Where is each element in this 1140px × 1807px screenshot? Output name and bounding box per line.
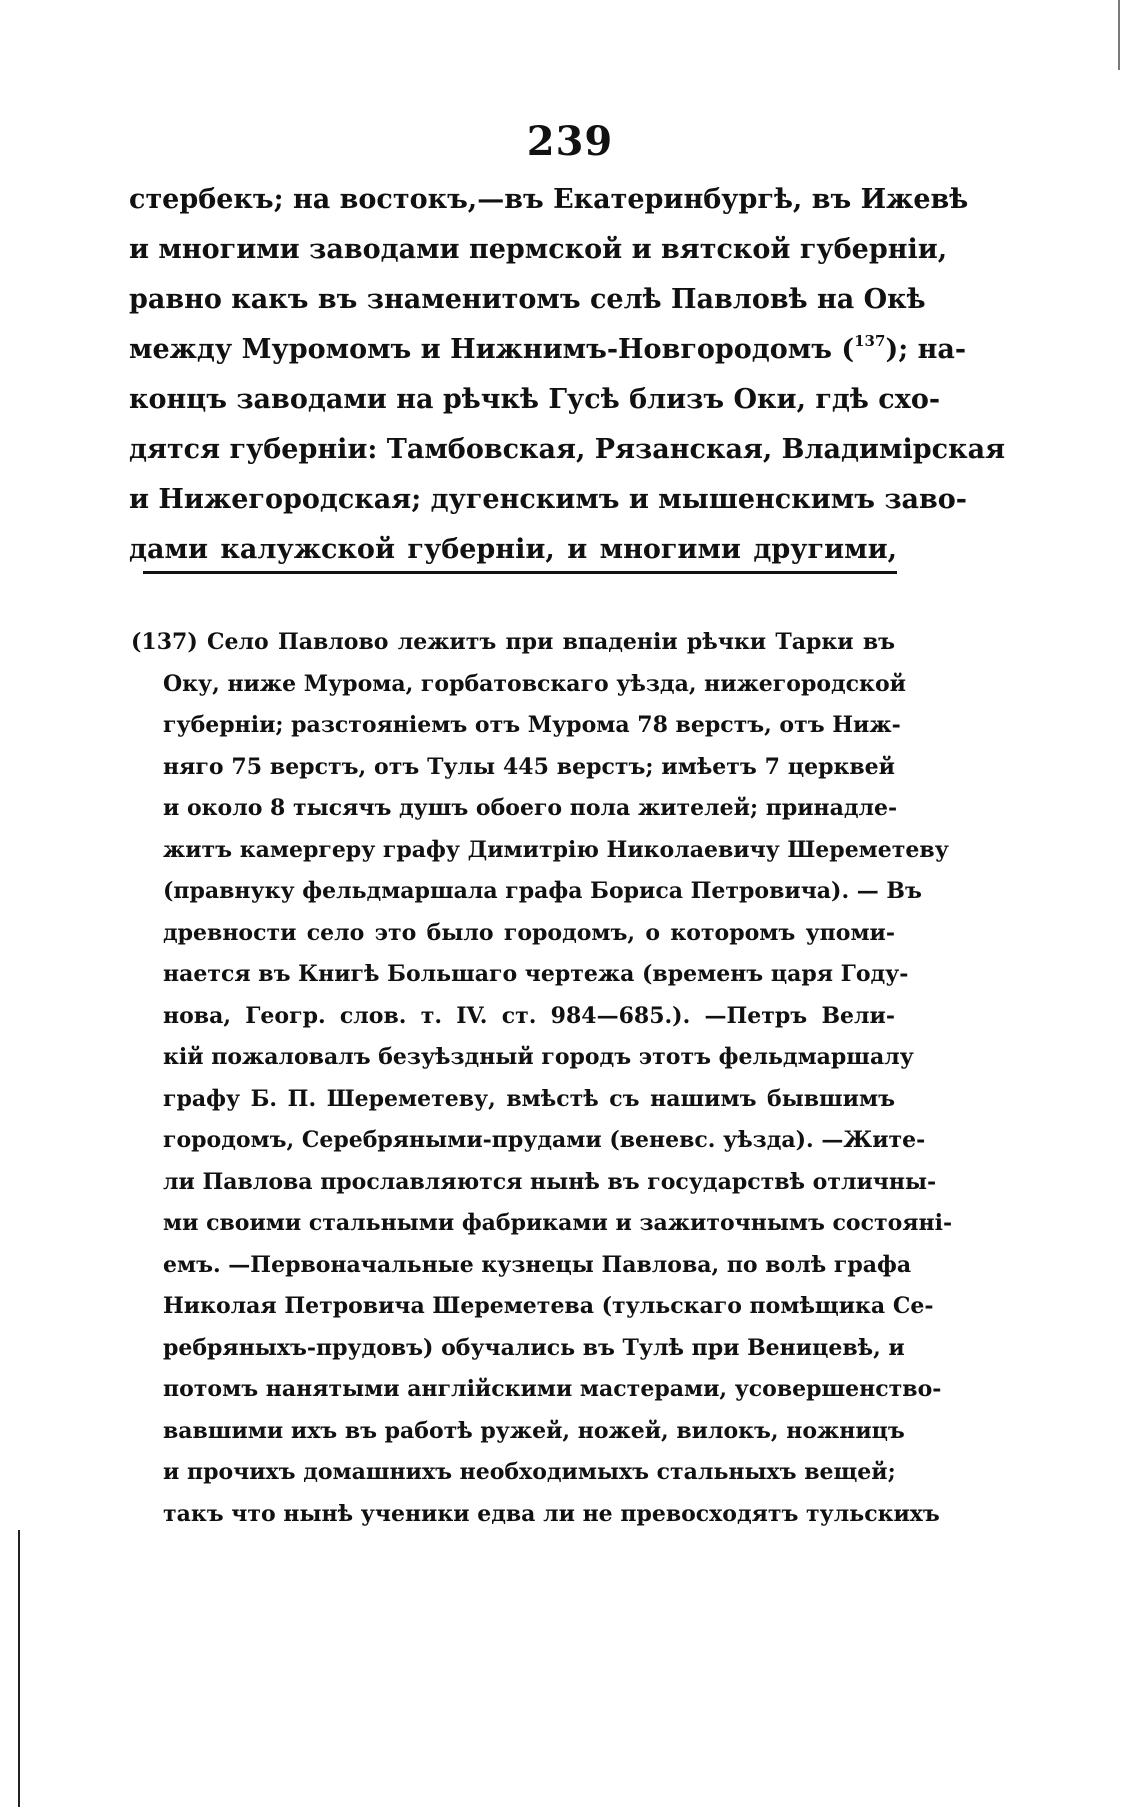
footnote-line: кій пожаловалъ безуѣздный городъ этотъ фельдмаршалу (163, 1044, 914, 1070)
main-text-line-tail: ); на- (885, 334, 967, 365)
footnote-line: такъ что нынѣ ученики едва ли не превосходятъ тульскихъ (163, 1500, 940, 1527)
footnote-line: няго 75 верстъ, отъ Тулы 445 верстъ; имѣетъ 7 церквей (163, 753, 895, 780)
main-text-line: равно какъ въ знаменитомъ селѣ Павловѣ на Окѣ (129, 284, 926, 315)
footnote-line: Николая Петровича Шереметева (тульскаго помѣщика Се- (163, 1293, 934, 1319)
footnote-line: городомъ, Серебряными-прудами (веневс. уѣзда). —Жите- (163, 1127, 926, 1153)
footnote-line: ребряныхъ-прудовъ) обучались въ Тулѣ при Веницевѣ, и (163, 1334, 905, 1361)
footnote-line: вавшими ихъ въ работѣ ружей, ножей, вилокъ, ножницъ (163, 1417, 905, 1444)
footnote-line: потомъ нанятыми англійскими мастерами, усовершенство- (163, 1376, 942, 1402)
main-text (129, 175, 1006, 575)
main-text-line: и многими заводами пермской и вятской губерніи, (129, 234, 948, 265)
footnote-line: и прочихъ домашнихъ необходимыхъ стальныхъ вещей; (163, 1459, 896, 1485)
footnote (131, 622, 953, 1535)
footnote-line: древности село это было городомъ, о которомъ упоми- (163, 919, 895, 946)
footnote-line: губерніи; разстояніемъ отъ Мурома 78 верстъ, отъ Ниж- (163, 712, 901, 738)
footnote-line: ми своими стальными фабриками и зажиточнымъ состояні- (163, 1210, 953, 1236)
footnote-separator-rule (143, 571, 897, 574)
footnote-line: (правнуку фельдмаршала графа Бориса Петровича). — Въ (163, 878, 922, 904)
main-text-line-head: между Муромомъ и Нижнимъ-Новгородомъ ( (129, 334, 855, 365)
footnote-line: житъ камергеру графу Димитрію Николаевичу Шереметеву (163, 836, 949, 863)
footnote-line: нова, Геогр. слов. т. IV. ст. 984—685.). —Петръ Вели- (163, 1002, 895, 1029)
footnote-line: графу Б. П. Шереметеву, вмѣстѣ съ нашимъ бывшимъ (163, 1085, 895, 1112)
main-text-line-with-footnote-ref (129, 325, 967, 375)
scan-edge-line-left (18, 1530, 20, 1807)
footnote-line: емъ. —Первоначальные кузнецы Павлова, по волѣ графа (163, 1251, 912, 1278)
main-text-line: дами калужской губерніи, и многими другими, (129, 534, 897, 565)
footnote-reference[interactable]: 137 (854, 332, 886, 350)
page-number: 239 (526, 118, 614, 165)
main-text-line: дятся губерніи: Тамбовская, Рязанская, Владимірская (129, 434, 1006, 465)
main-text-line: концъ заводами на рѣчкѣ Гусѣ близъ Оки, гдѣ схо- (129, 384, 941, 415)
footnote-line: нается въ Книгѣ Большаго чертежа (временъ царя Году- (163, 961, 909, 987)
main-text-line: стербекъ; на востокъ,—въ Екатеринбургѣ, въ Ижевѣ (129, 184, 969, 215)
footnote-line: ли Павлова прославляются нынѣ въ государствѣ отличны- (163, 1168, 937, 1195)
scan-edge-line-right (1118, 0, 1120, 70)
footnote-line: Оку, ниже Мурома, горбатовскаго уѣзда, нижегородской (163, 670, 906, 697)
main-text-line: и Нижегородская; дугенскимъ и мышенскимъ заво- (129, 484, 968, 515)
footnote-line: (137) Село Павлово лежитъ при впаденіи рѣчки Тарки въ (131, 629, 895, 655)
footnote-line: и около 8 тысячъ душъ обоего пола жителей; принадле- (163, 795, 898, 821)
